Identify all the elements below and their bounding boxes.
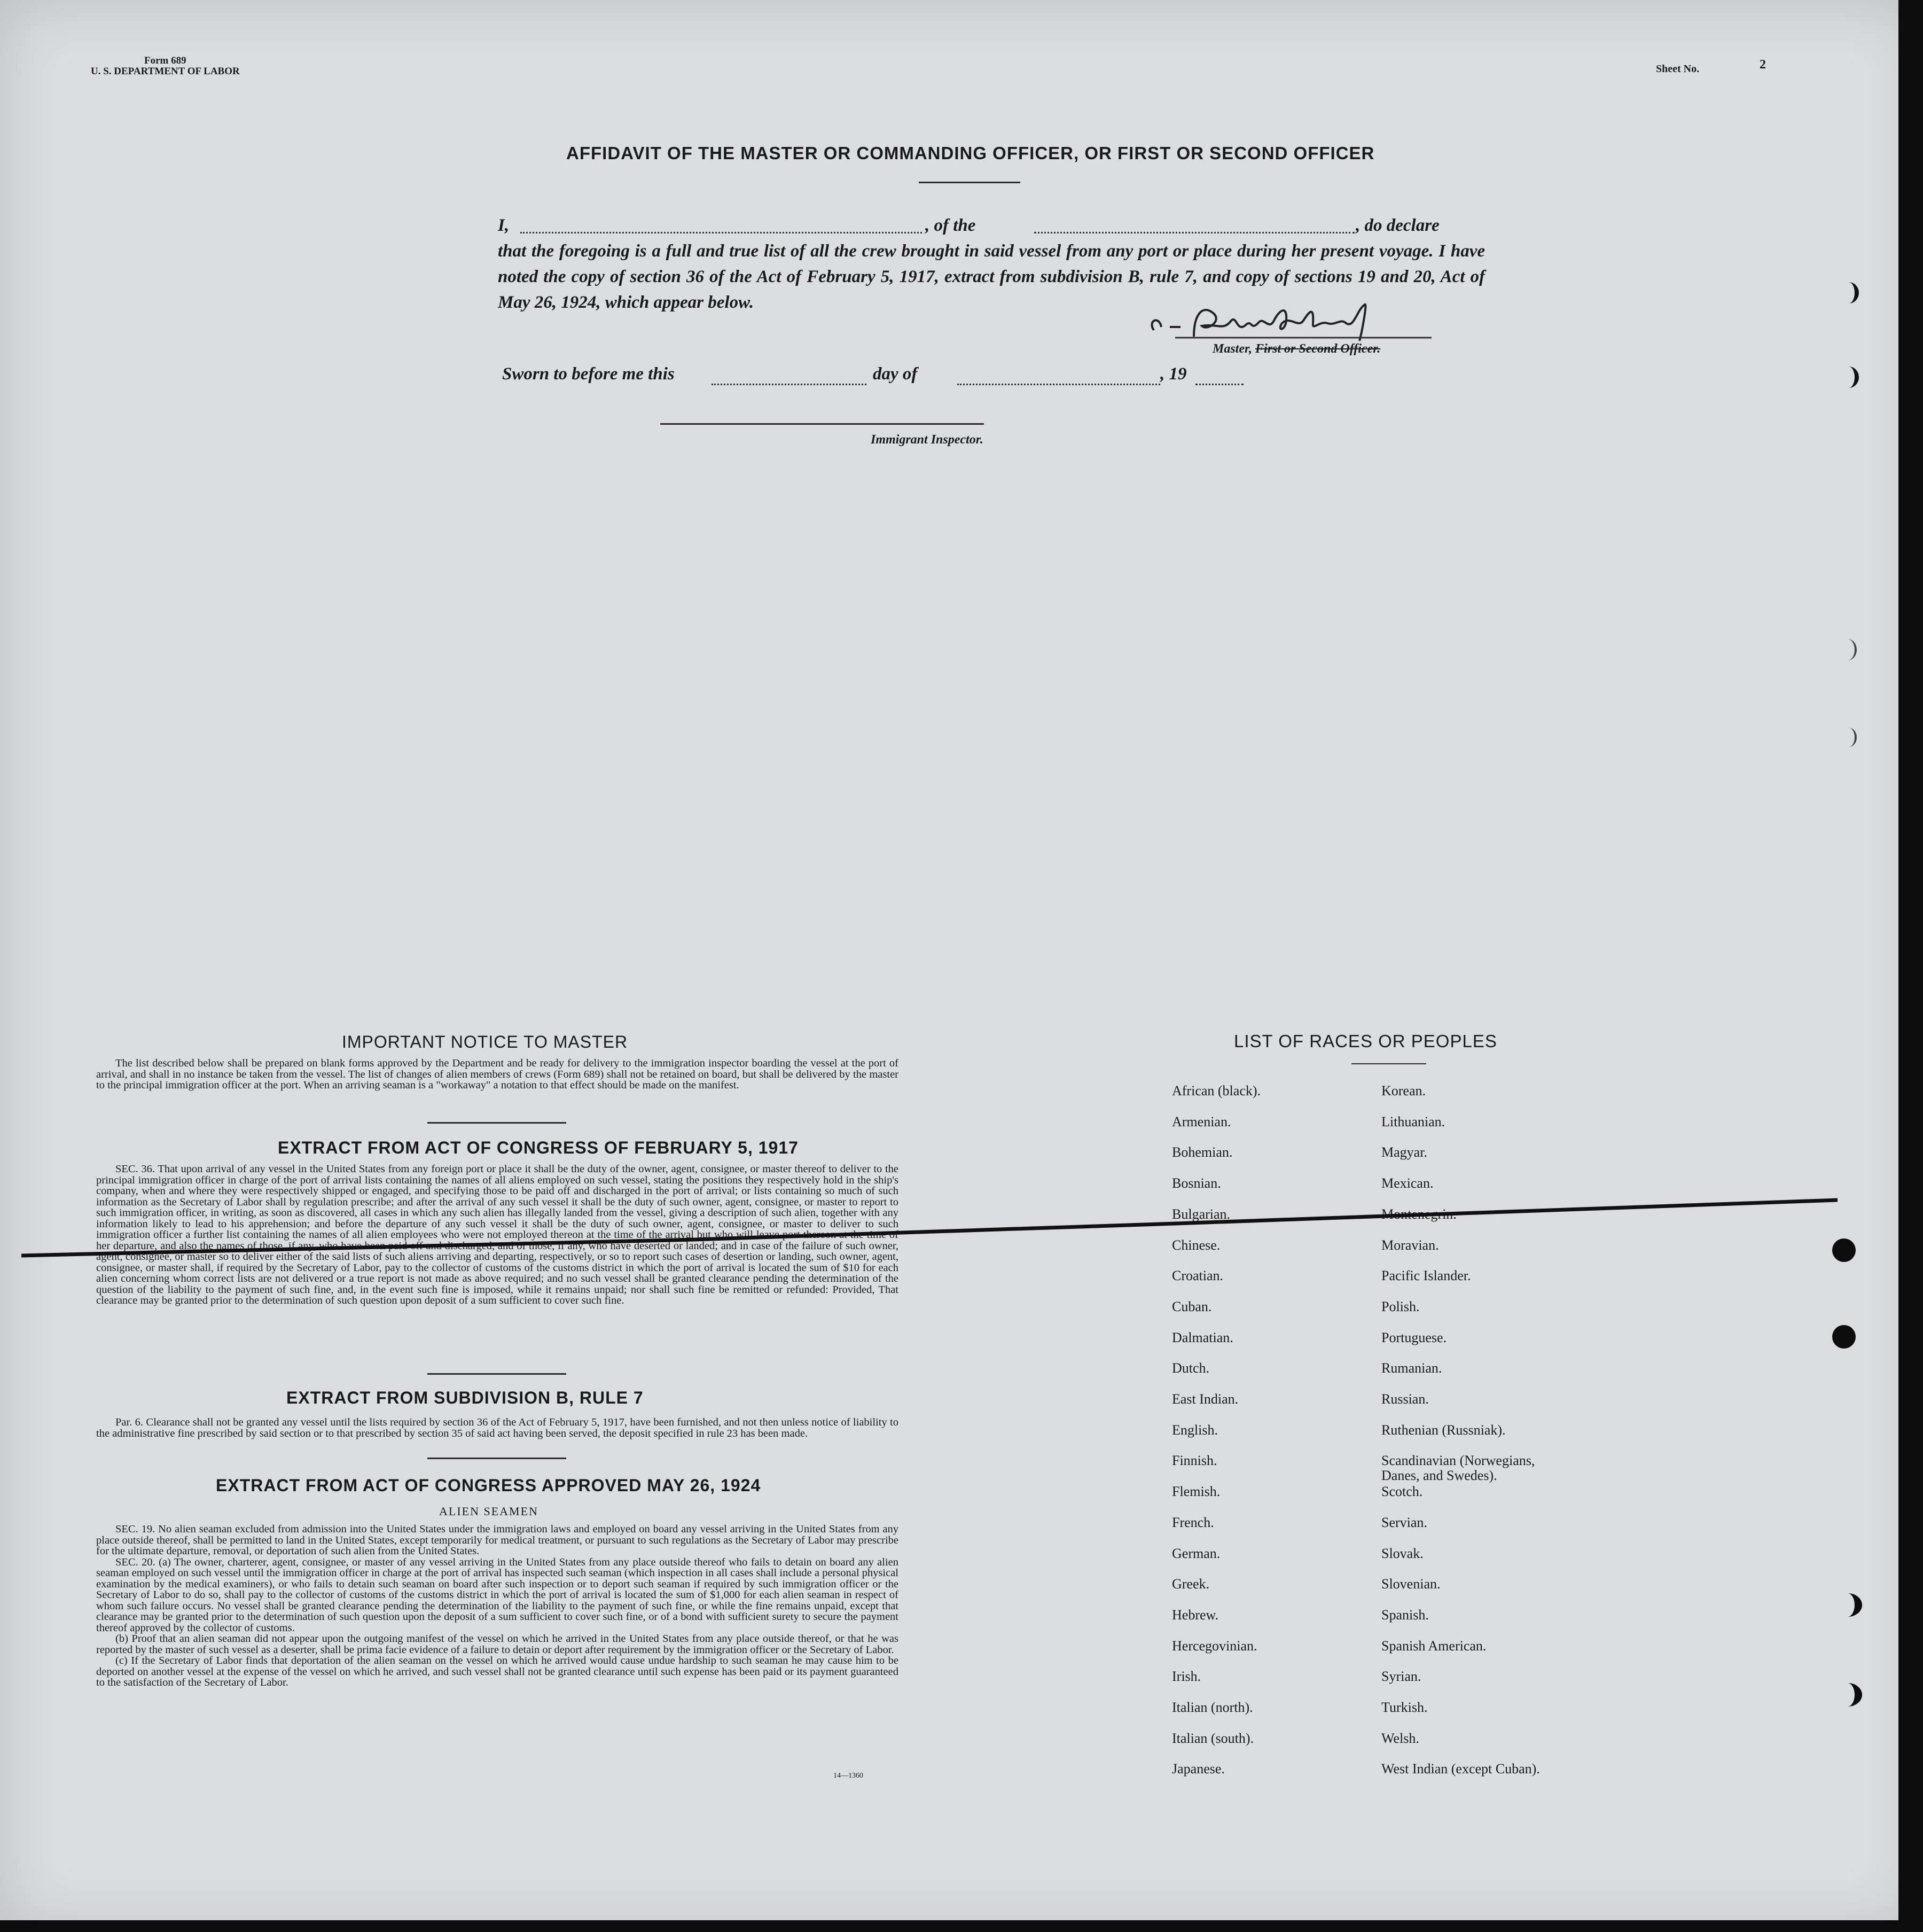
race-item: English. bbox=[1172, 1422, 1218, 1438]
sworn-year-field[interactable] bbox=[1195, 384, 1244, 385]
binding-hole bbox=[1833, 1683, 1862, 1707]
master-signature bbox=[1143, 299, 1442, 347]
race-item: Italian (north). bbox=[1172, 1700, 1253, 1715]
race-item: Spanish. bbox=[1381, 1607, 1429, 1623]
sworn-prefix: Sworn to before me this bbox=[502, 364, 675, 384]
sheet-label: Sheet No. bbox=[1656, 63, 1700, 75]
race-item: Japanese. bbox=[1172, 1761, 1225, 1777]
race-item: Croatian. bbox=[1172, 1268, 1224, 1284]
sworn-year-prefix: , 19 bbox=[1160, 364, 1187, 384]
rule7-paragraph: Par. 6. Clearance shall not be granted any vessel until the lists required by section 36 of the Act of February 5, 1917, have been furnished, and not then unless notice of liability to the administrative fine prescribed by said section or to that prescribed by section 35 of said act having been served, the deposit specified in rule 23 has been made. bbox=[96, 1416, 898, 1439]
affidavit-declare-label: , do declare bbox=[1356, 216, 1440, 235]
race-item: Rumanian. bbox=[1381, 1360, 1442, 1376]
binding-hole bbox=[1839, 367, 1859, 388]
race-item: East Indian. bbox=[1172, 1391, 1239, 1407]
affidavit-of-the-label: , of the bbox=[925, 216, 976, 235]
race-item: Bohemian. bbox=[1172, 1144, 1233, 1160]
vessel-name-field[interactable] bbox=[1034, 232, 1355, 233]
race-item: Welsh. bbox=[1381, 1730, 1419, 1746]
race-item: African (black). bbox=[1172, 1083, 1261, 1099]
section-20c-paragraph: (c) If the Secretary of Labor finds that deportation of the alien seaman on the vessel on which he arrived would cause undue hardship to such seaman he may cause him to be deported on another vessel at the expense of the vessel on which he arrived, and such vessel shall not be granted clearance until such expense has been paid or its payment guaranteed to the satisfaction of the Secretary of Labor. bbox=[96, 1655, 898, 1688]
sworn-line bbox=[502, 364, 1250, 391]
section-divider bbox=[427, 1458, 566, 1459]
binding-hole bbox=[1832, 1325, 1856, 1349]
scan-border-right bbox=[1898, 0, 1923, 1932]
sworn-month-field[interactable] bbox=[957, 384, 1160, 385]
scan-border-bottom bbox=[0, 1920, 1923, 1932]
notice-text bbox=[96, 1058, 898, 1091]
race-item: Slovenian. bbox=[1381, 1576, 1441, 1592]
race-item: Hebrew. bbox=[1172, 1607, 1219, 1623]
race-item: Bosnian. bbox=[1172, 1175, 1221, 1191]
extract-rule7-title: EXTRACT FROM SUBDIVISION B, RULE 7 bbox=[286, 1388, 644, 1407]
section-20a-paragraph: SEC. 20. (a) The owner, charterer, agent, consignee, or master of any vessel arriving in the United States from any place outside thereof who fails to detain on board any alien seaman employed on such vessel until the immigration officer in charge at the port of arrival has inspected such seaman (which inspection in all cases shall include a personal physical examination by the medical examiners), or who fails to detain such seaman on board after such inspection or to deport such seaman if required by such immigration officer or the Secretary of Labor to do so, shall pay to the collector of customs of the customs district in which the port of arrival is located the sum of $1,000 for each alien seaman in respect of whom such failure occurs. No vessel shall be granted clearance pending the determination of the liability to the payment of such fine, or while the fine remains unpaid, except that clearance may be granted prior to the determination of such question upon the deposit of a sum sufficient to cover such fine, or of a bond with sufficient surety to secure the payment thereof approved by the collector of customs. bbox=[96, 1556, 898, 1634]
signature-title-struck: First or Second Officer. bbox=[1255, 342, 1381, 356]
race-item: Irish. bbox=[1172, 1669, 1201, 1685]
extract-1924-title: EXTRACT FROM ACT OF CONGRESS APPROVED MAY 26, 1924 bbox=[216, 1476, 761, 1495]
race-item: German. bbox=[1172, 1545, 1221, 1561]
race-item: Hercegovinian. bbox=[1172, 1638, 1257, 1654]
race-item: West Indian (except Cuban). bbox=[1381, 1761, 1540, 1777]
race-item: Polish. bbox=[1381, 1298, 1420, 1314]
race-item: Korean. bbox=[1381, 1083, 1426, 1099]
race-item: Slovak. bbox=[1381, 1545, 1424, 1561]
sheet-number: 2 bbox=[1760, 58, 1766, 72]
binding-hole bbox=[1833, 1593, 1862, 1617]
alien-seamen-subtitle: ALIEN SEAMEN bbox=[439, 1505, 538, 1518]
section-36-paragraph: SEC. 36. That upon arrival of any vessel in the United States from any foreign port or place it shall be the duty of the owner, agent, consignee, or master thereof to deliver to the principal immigration officer in charge of the port of arrival lists containing the names of all aliens employed on such vessel, stating the positions they respectively hold in the ship's company, when and where they were respectively shipped or engaged, and specifying those to be paid off and discharged in the port of arrival; or lists containing so much of such information as the Secretary of Labor shall by regulation prescribe; and after the arrival of any such vessel it shall be the duty of such owner, agent, consignee, or master to report to such immigration officer, in writing, as soon as discovered, all cases in which any such alien has illegally landed from the vessel, giving a description of such alien, together with any information likely to lead to his apprehension; and before the departure of any such vessel it shall be the duty of such owner, agent, consignee, or master to deliver to such immigration officer a further list containing the names of all alien employees who were not employed thereon at the time of the arrival but who will leave port thereon at the time of her departure, and also the names of those, if any, who have been paid off and discharged, and of those, if any, who have deserted or landed; and in case of the failure of such owner, agent, consignee, or master so to deliver either of the said lists of such aliens arriving and departing, respectively, or so to report such cases of desertion or landing, such owner, agent, consignee, or master shall, if required by the Secretary of Labor, pay to the collector of customs of the customs district in which the port of arrival is located the sum of $10 for each alien concerning whom correct lists are not delivered or a true report is not made as above required; and no such vessel shall be granted clearance pending the determination of the question of the liability to the payment of such fine, and, in the event such fine is imposed, while it remains unpaid; nor shall such fine be remitted or refunded: Provided, That clearance may be granted prior to the determination of such question upon deposit of a sum sufficient to cover such fine. bbox=[96, 1163, 898, 1306]
race-item: Russian. bbox=[1381, 1391, 1429, 1407]
race-item: Ruthenian (Russniak). bbox=[1381, 1422, 1506, 1438]
race-item: Bulgarian. bbox=[1172, 1206, 1231, 1222]
extract-1924-text bbox=[96, 1524, 898, 1688]
race-item: Spanish American. bbox=[1381, 1638, 1487, 1654]
notice-paragraph: The list described below shall be prepared on blank forms approved by the Department and be ready for delivery to the immigration inspector boarding the vessel at the port of arrival, and shall in no instance be taken from the vessel. The list of changes of alien members of crews (Form 689) shall not be retained on board, but shall be delivered by the master to the principal immigration officer at the port. When an arriving seaman is a "workaway" a notation to that effect should be made on the manifest. bbox=[96, 1057, 898, 1091]
master-name-field[interactable] bbox=[520, 232, 922, 233]
race-item: French. bbox=[1172, 1514, 1214, 1530]
binding-hole bbox=[1839, 282, 1859, 303]
race-item: Servian. bbox=[1381, 1514, 1427, 1530]
affidavit-i-label: I, bbox=[498, 216, 510, 235]
form-header bbox=[91, 56, 240, 77]
race-item: Dalmatian. bbox=[1172, 1329, 1233, 1345]
section-20b-paragraph: (b) Proof that an alien seaman did not appear upon the outgoing manifest of the vessel on which he arrived in the United States from any place outside thereof, or that he was reported by the master of such vessel as a deserter, shall be prima facie evidence of a failure to detain or deport after requirement by the immigration officer or the Secretary of Labor. bbox=[96, 1633, 898, 1656]
race-item: Scandinavian (Norwegians, Danes, and Swedes). bbox=[1381, 1453, 1535, 1484]
binding-hole bbox=[1839, 639, 1857, 660]
race-item: Dutch. bbox=[1172, 1360, 1210, 1376]
race-item: Moravian. bbox=[1381, 1237, 1439, 1253]
race-item: Greek. bbox=[1172, 1576, 1210, 1592]
race-item: Portuguese. bbox=[1381, 1329, 1447, 1345]
races-divider bbox=[1351, 1063, 1426, 1064]
binding-hole bbox=[1832, 1238, 1856, 1262]
race-item: Italian (south). bbox=[1172, 1730, 1254, 1746]
binding-hole bbox=[1841, 728, 1857, 747]
extract-1917-title: EXTRACT FROM ACT OF CONGRESS OF FEBRUARY 5, 1917 bbox=[278, 1138, 799, 1157]
signature-title bbox=[1213, 342, 1380, 356]
inspector-label: Immigrant Inspector. bbox=[871, 433, 983, 447]
race-item: Syrian. bbox=[1381, 1669, 1421, 1685]
section-divider bbox=[427, 1122, 566, 1124]
extract-1917-text bbox=[96, 1164, 898, 1306]
race-item: Lithuanian. bbox=[1381, 1113, 1445, 1129]
title-divider bbox=[919, 182, 1020, 183]
race-item: Cuban. bbox=[1172, 1298, 1212, 1314]
race-item: Pacific Islander. bbox=[1381, 1268, 1471, 1284]
form-number: Form 689 bbox=[144, 55, 186, 66]
inspector-signature-line[interactable] bbox=[660, 423, 984, 425]
race-item: Armenian. bbox=[1172, 1113, 1231, 1129]
races-title: LIST OF RACES OR PEOPLES bbox=[1234, 1031, 1497, 1051]
sworn-day-field[interactable] bbox=[712, 384, 866, 385]
race-item: Flemish. bbox=[1172, 1484, 1221, 1500]
affidavit-declaration-line bbox=[498, 213, 1485, 238]
notice-title: IMPORTANT NOTICE TO MASTER bbox=[342, 1032, 628, 1051]
race-item: Turkish. bbox=[1381, 1700, 1428, 1715]
extract-rule7-text bbox=[96, 1417, 898, 1439]
race-item: Chinese. bbox=[1172, 1237, 1221, 1253]
affidavit-text: that the foregoing is a full and true list of all the crew brought in said vessel from any port or place during her present voyage. I have noted the copy of section 36 of the Act of February 5, 1917, extract from subdivision B, rule 7, and copy of sections 19 and 20, Act of May 26, 1924, which appear below. bbox=[498, 242, 1485, 312]
race-item: Magyar. bbox=[1381, 1144, 1427, 1160]
signature-title-master: Master, bbox=[1213, 342, 1256, 356]
race-item: Finnish. bbox=[1172, 1453, 1217, 1469]
race-item: Montenegrin. bbox=[1381, 1206, 1457, 1222]
race-item: Scotch. bbox=[1381, 1484, 1423, 1500]
print-code: 14—1360 bbox=[833, 1772, 863, 1780]
department-name: U. S. DEPARTMENT OF LABOR bbox=[91, 66, 240, 77]
section-19-paragraph: SEC. 19. No alien seaman excluded from admission into the United States under the immigration laws and employed on board any vessel arriving in the United States from any place outside thereof, shall be permitted to land in the United States, except temporarily for medical treatment, or pursuant to such regulations as the Secretary of Labor may prescribe for the ultimate departure, removal, or deportation of such alien from the United States. bbox=[96, 1523, 898, 1557]
section-divider bbox=[427, 1373, 566, 1375]
affidavit-title: AFFIDAVIT OF THE MASTER OR COMMANDING OFFICER, OR FIRST OR SECOND OFFICER bbox=[566, 143, 1375, 163]
sworn-day-of: day of bbox=[873, 364, 918, 384]
race-item: Mexican. bbox=[1381, 1175, 1434, 1191]
